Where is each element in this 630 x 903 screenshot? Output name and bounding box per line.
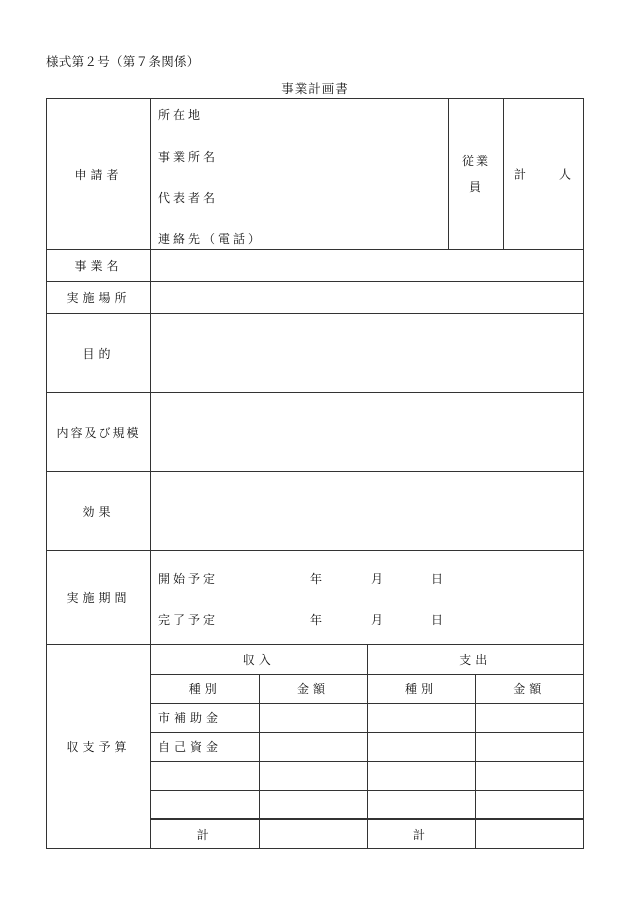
applicant-details: [151, 99, 449, 250]
location-field[interactable]: [151, 282, 584, 314]
budget-total-row: [151, 819, 583, 848]
budget-row: [47, 645, 584, 849]
expense-amount-header: 金額: [475, 674, 583, 703]
staff-label: [449, 99, 504, 250]
income-type-cell[interactable]: 自己資金: [151, 732, 259, 761]
staff-unit: 人: [558, 167, 571, 182]
staff-total-label: 計: [514, 167, 527, 182]
expense-type-cell[interactable]: [367, 703, 475, 732]
plan-form-table: [46, 98, 584, 849]
expense-type-header: 種別: [367, 674, 475, 703]
project-name-label: 事業名: [47, 250, 151, 282]
expense-amount-cell[interactable]: [475, 790, 583, 819]
effect-field[interactable]: [151, 472, 584, 551]
income-type-cell[interactable]: [151, 790, 259, 819]
period-row: [47, 551, 584, 645]
expense-type-cell[interactable]: [367, 790, 475, 819]
income-type-header: 種別: [151, 674, 259, 703]
expense-header: 支出: [367, 645, 583, 674]
purpose-field[interactable]: [151, 314, 584, 393]
expense-type-cell[interactable]: [367, 761, 475, 790]
income-total-label: 計: [151, 819, 259, 848]
budget-line-row: [151, 761, 583, 790]
budget-line-row: [151, 732, 583, 761]
end-day: 日: [431, 613, 447, 627]
content-row: [47, 393, 584, 472]
address-label: 所在地: [158, 108, 204, 122]
purpose-row: [47, 314, 584, 393]
effect-label: 効果: [47, 472, 151, 551]
effect-row: [47, 472, 584, 551]
location-label: 実施場所: [47, 282, 151, 314]
location-row: [47, 282, 584, 314]
expense-amount-cell[interactable]: [475, 761, 583, 790]
expense-total-label: 計: [367, 819, 475, 848]
office-name-label: 事業所名: [158, 150, 219, 164]
income-header: 収入: [151, 645, 367, 674]
representative-label: 代表者名: [158, 191, 219, 205]
budget-header-row: [151, 645, 583, 674]
budget-line-row: [151, 703, 583, 732]
income-type-cell[interactable]: 市補助金: [151, 703, 259, 732]
applicant-label: 申請者: [47, 99, 151, 250]
income-amount-cell[interactable]: [259, 703, 367, 732]
start-date-row: [158, 570, 583, 586]
expense-type-cell[interactable]: [367, 732, 475, 761]
budget-label: 収支予算: [47, 645, 151, 849]
period-label: 実施期間: [47, 551, 151, 645]
budget-subheader-row: [151, 674, 583, 703]
budget-cell: [151, 645, 584, 849]
staff-label-line2: 員: [468, 180, 483, 194]
end-date-row: [158, 611, 583, 627]
expense-total-amount[interactable]: [475, 819, 583, 848]
period-field[interactable]: [151, 551, 584, 645]
income-amount-cell[interactable]: [259, 761, 367, 790]
staff-count-cell[interactable]: [504, 99, 584, 250]
income-amount-header: 金額: [259, 674, 367, 703]
contact-label: 連絡先（電話）: [158, 232, 264, 246]
expense-amount-cell[interactable]: [475, 703, 583, 732]
content-field[interactable]: [151, 393, 584, 472]
budget-table: [151, 645, 583, 848]
start-label: 開始予定: [158, 572, 219, 586]
content-label: 内容及び規模: [47, 393, 151, 472]
project-name-field[interactable]: [151, 250, 584, 282]
staff-label-line1: 従業: [461, 154, 490, 168]
income-type-cell[interactable]: [151, 761, 259, 790]
start-month: 月: [371, 572, 387, 586]
income-amount-cell[interactable]: [259, 790, 367, 819]
end-label: 完了予定: [158, 613, 219, 627]
start-year: 年: [310, 572, 326, 586]
expense-amount-cell[interactable]: [475, 732, 583, 761]
budget-line-row: [151, 790, 583, 819]
income-amount-cell[interactable]: [259, 732, 367, 761]
end-month: 月: [371, 613, 387, 627]
start-day: 日: [431, 572, 447, 586]
project-name-row: [47, 250, 584, 282]
applicant-row: [47, 99, 584, 250]
purpose-label: 目的: [47, 314, 151, 393]
end-year: 年: [310, 613, 326, 627]
form-number: 様式第２号（第７条関係）: [46, 54, 200, 69]
document-title: 事業計画書: [281, 81, 349, 96]
income-total-amount[interactable]: [259, 819, 367, 848]
